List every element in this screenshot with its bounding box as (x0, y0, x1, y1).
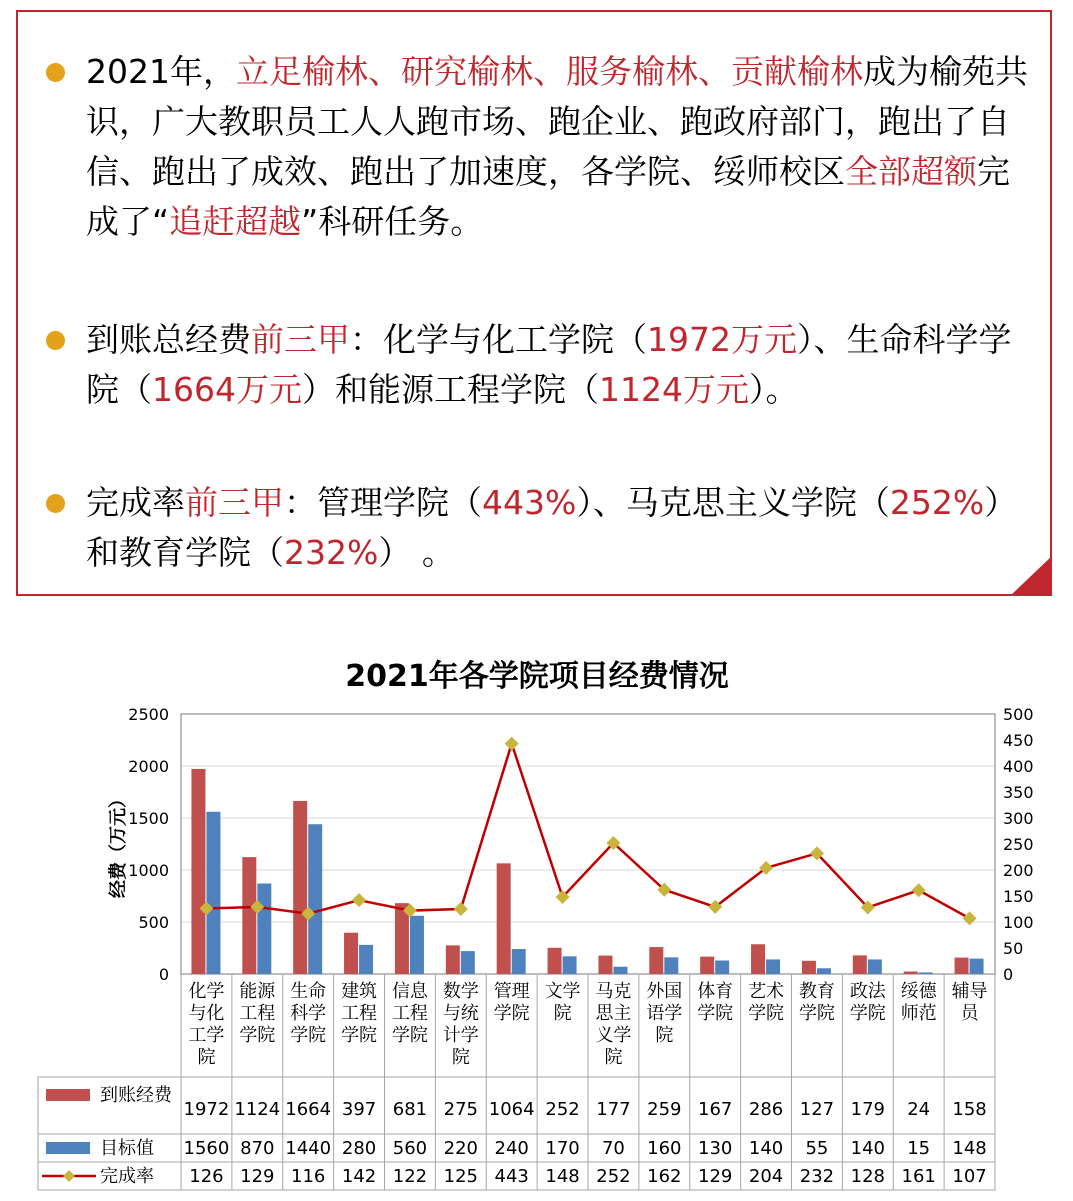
body-text: 2021年， (86, 52, 236, 91)
table-cell-value: 107 (952, 1166, 987, 1187)
category-label: 工学 (188, 1025, 225, 1046)
table-cell-value: 15 (907, 1138, 931, 1159)
body-text: ：管理学院（ (284, 483, 482, 522)
funding-chart (0, 640, 1073, 1201)
bullet-3-text (86, 478, 1036, 578)
table-cell-value: 55 (805, 1138, 829, 1159)
table-cell-value: 1124 (234, 1099, 281, 1120)
table-cell-value: 1064 (488, 1099, 535, 1120)
chart-title: 2021年各学院项目经费情况 (345, 659, 729, 694)
bar-target-value (512, 949, 526, 974)
table-cell-value: 220 (443, 1138, 478, 1159)
category-label: 院 (655, 1025, 674, 1046)
bar-received-funding (955, 958, 969, 974)
category-label: 辅导 (951, 981, 988, 1002)
y-tick-label: 1000 (128, 861, 169, 880)
category-label: 能源 (239, 981, 276, 1002)
highlight-text: 232% (284, 533, 379, 572)
highlight-text: 1124万元 (598, 370, 749, 409)
bar-received-funding (446, 945, 460, 974)
table-cell-value: 1664 (285, 1099, 332, 1120)
summary-bullet-2 (46, 315, 1036, 415)
table-cell-value: 280 (341, 1138, 377, 1159)
body-text: ）、马克思主义学院（ (576, 483, 890, 522)
bar-target-value (410, 916, 424, 974)
bar-target-value (613, 967, 627, 974)
y-tick-label: 1500 (128, 809, 169, 828)
category-label: 学院 (798, 1003, 835, 1024)
bullet-1-text (86, 47, 1036, 247)
bar-target-value (308, 824, 322, 974)
category-label: 马克 (595, 981, 632, 1002)
table-cell-value: 24 (907, 1099, 931, 1120)
category-label: 学院 (391, 1025, 428, 1046)
category-label: 语学 (646, 1003, 683, 1024)
y2-tick-label: 250 (1003, 835, 1034, 854)
category-label: 体育 (697, 981, 734, 1002)
table-cell-value: 252 (596, 1166, 631, 1187)
completion-rate-marker (963, 911, 977, 925)
y2-tick-label: 150 (1003, 887, 1034, 906)
y2-tick-label: 0 (1003, 965, 1014, 984)
body-text: 到账总经费 (86, 320, 251, 359)
y-tick-label: 500 (138, 913, 169, 932)
category-label: 义学 (595, 1025, 632, 1046)
legend-swatch-target (46, 1142, 90, 1154)
category-label: 员 (960, 1003, 979, 1024)
bar-target-value (563, 956, 577, 974)
category-label: 学院 (697, 1003, 734, 1024)
bar-received-funding (191, 769, 205, 974)
y2-tick-label: 200 (1003, 861, 1034, 880)
highlight-text: 前三甲 (185, 483, 284, 522)
category-label: 思主 (595, 1003, 632, 1024)
y2-tick-label: 500 (1003, 705, 1034, 724)
category-label: 外国 (646, 981, 683, 1002)
page-curl-corner-icon (1010, 556, 1052, 596)
table-cell-value: 160 (647, 1138, 682, 1159)
category-label: 学院 (239, 1025, 276, 1046)
category-label: 数学 (442, 981, 479, 1002)
body-text: ）。 (748, 370, 799, 409)
y2-tick-label: 350 (1003, 783, 1034, 802)
bar-target-value (868, 959, 882, 974)
table-cell-value: 140 (748, 1138, 784, 1159)
table-cell-value: 127 (799, 1099, 835, 1120)
category-label: 文学 (544, 981, 581, 1002)
y-tick-label: 0 (158, 965, 169, 984)
legend-marker-icon (63, 1170, 75, 1182)
category-label: 建筑 (341, 981, 378, 1002)
table-cell-value: 1972 (183, 1099, 230, 1120)
highlight-text: 追赶超越 (169, 202, 302, 241)
table-cell-value: 129 (698, 1166, 733, 1187)
table-cell-value: 129 (240, 1166, 275, 1187)
table-cell-value: 148 (545, 1166, 580, 1187)
category-label: 绥德 (900, 981, 937, 1002)
completion-rate-marker (505, 737, 519, 751)
y2-tick-label: 450 (1003, 731, 1034, 750)
table-cell-value: 140 (850, 1138, 885, 1159)
body-text: 成为榆苑共识，广大教职员工人人跑市场、跑企业、跑政府部门，跑出了自信、跑出了成效、跑出了加速度，各学院、绥师校区 (86, 52, 1028, 191)
table-cell-value: 158 (952, 1099, 987, 1120)
table-cell-value: 126 (189, 1166, 224, 1187)
y-axis-left (128, 705, 169, 984)
summary-bullet-3 (46, 478, 1036, 578)
table-cell-value: 275 (443, 1099, 478, 1120)
body-text: ”科研任务。 (301, 202, 484, 241)
category-label: 院 (197, 1047, 216, 1068)
category-label: 艺术 (748, 981, 785, 1002)
table-cell-value: 170 (545, 1138, 580, 1159)
category-label: 生命 (290, 981, 327, 1002)
completion-rate-marker (454, 902, 468, 916)
bar-received-funding (802, 961, 816, 974)
category-label: 政法 (849, 981, 886, 1002)
legend-label: 完成率 (100, 1166, 154, 1187)
y2-tick-label: 300 (1003, 809, 1034, 828)
table-cell-value: 148 (952, 1138, 987, 1159)
body-text: 完成率 (86, 483, 185, 522)
completion-rate-marker (352, 893, 366, 907)
highlight-text: 前三甲 (251, 320, 350, 359)
table-cell-value: 116 (291, 1166, 326, 1187)
category-label: 学院 (849, 1003, 886, 1024)
bar-received-funding (751, 944, 765, 974)
table-cell-value: 130 (698, 1138, 733, 1159)
bar-target-value (715, 960, 729, 974)
table-cell-value: 177 (596, 1099, 631, 1120)
y-axis-right (1003, 705, 1034, 984)
category-label: 教育 (798, 981, 835, 1002)
bar-target-value (461, 951, 475, 974)
category-label: 院 (451, 1047, 470, 1068)
category-label: 学院 (290, 1025, 327, 1046)
category-label: 工程 (341, 1003, 378, 1024)
highlight-text: 1972万元 (647, 320, 797, 359)
body-text: ）和教育学院（ (86, 483, 1018, 572)
table-cell-value: 167 (698, 1099, 733, 1120)
table-cell-value: 397 (341, 1099, 377, 1120)
bullet-dot-icon (46, 63, 65, 82)
category-label: 化学 (188, 981, 225, 1002)
bar-target-value (919, 972, 933, 974)
legend-label: 目标值 (100, 1138, 154, 1159)
summary-card (16, 10, 1052, 596)
category-label: 师范 (900, 1003, 937, 1024)
table-cell-value: 443 (494, 1166, 529, 1187)
bullet-dot-icon (46, 331, 65, 350)
category-label: 信息 (391, 981, 428, 1002)
y2-tick-label: 400 (1003, 757, 1034, 776)
highlight-text: 全部超额 (845, 152, 977, 191)
summary-bullet-1 (46, 47, 1036, 247)
bar-received-funding (548, 948, 562, 974)
highlight-text: 443% (482, 483, 577, 522)
highlight-text: 立足榆林、研究榆林、服务榆林、贡献榆林 (235, 52, 863, 91)
category-label: 工程 (239, 1003, 276, 1024)
y-tick-label: 2500 (128, 705, 169, 724)
bar-received-funding (904, 972, 918, 974)
bar-received-funding (649, 947, 663, 974)
legend-swatch-received (46, 1089, 90, 1101)
y-tick-label: 2000 (128, 757, 169, 776)
y2-tick-label: 100 (1003, 913, 1034, 932)
table-cell-value: 128 (850, 1166, 885, 1187)
bullet-dot-icon (46, 494, 65, 513)
body-text: ：化学与化工学院（ (350, 320, 647, 359)
bar-received-funding (853, 955, 867, 974)
legend-label: 到账经费 (100, 1085, 172, 1106)
category-label: 计学 (442, 1025, 479, 1046)
category-label: 管理 (493, 981, 530, 1002)
bar-received-funding (242, 857, 256, 974)
body-text: ）、生命科学学院（ (86, 320, 1012, 409)
table-cell-value: 286 (748, 1099, 784, 1120)
table-cell-value: 162 (647, 1166, 682, 1187)
table-cell-value: 259 (647, 1099, 682, 1120)
bar-target-value (206, 812, 220, 974)
table-cell-value: 560 (392, 1138, 428, 1159)
completion-rate-marker (912, 883, 926, 897)
category-label: 与统 (442, 1003, 479, 1024)
table-cell-value: 1560 (183, 1138, 230, 1159)
category-label: 学院 (748, 1003, 785, 1024)
table-cell-value: 240 (494, 1138, 529, 1159)
bar-received-funding (700, 957, 714, 974)
body-text: ）和能源工程学院（ (301, 370, 599, 409)
highlight-text: 1664万元 (152, 370, 302, 409)
table-cell-value: 122 (392, 1166, 428, 1187)
table-cell-value: 204 (748, 1166, 784, 1187)
table-cell-value: 142 (341, 1166, 377, 1187)
table-cell-value: 252 (545, 1099, 580, 1120)
table-cell-value: 161 (901, 1166, 936, 1187)
bar-received-funding (344, 933, 358, 974)
table-cell-value: 681 (392, 1099, 428, 1120)
table-cell-value: 870 (240, 1138, 275, 1159)
category-label: 院 (553, 1003, 572, 1024)
body-text: 完成了“ (86, 152, 1010, 241)
category-label: 学院 (341, 1025, 378, 1046)
category-label: 科学 (290, 1003, 327, 1024)
bar-target-value (817, 968, 831, 974)
bar-target-value (766, 959, 780, 974)
highlight-text: 252% (889, 483, 985, 522)
bar-received-funding (293, 801, 307, 974)
table-cell-value: 125 (443, 1166, 478, 1187)
bar-target-value (257, 884, 271, 974)
table-cell-value: 70 (601, 1138, 625, 1159)
table-cell-value: 1440 (285, 1138, 332, 1159)
bullet-2-text (86, 315, 1036, 415)
category-label: 学院 (493, 1003, 530, 1024)
y2-tick-label: 50 (1003, 939, 1024, 958)
category-label: 院 (604, 1047, 623, 1068)
table-cell-value: 232 (799, 1166, 835, 1187)
category-label: 与化 (188, 1003, 225, 1024)
body-text: ） 。 (378, 533, 455, 572)
bar-target-value (970, 959, 984, 974)
bar-target-value (359, 945, 373, 974)
bar-received-funding (598, 956, 612, 974)
table-cell-value: 179 (850, 1099, 885, 1120)
y-axis-label: 经费（万元） (108, 790, 129, 898)
bar-received-funding (497, 863, 511, 974)
bar-target-value (664, 957, 678, 974)
category-label: 工程 (391, 1003, 428, 1024)
